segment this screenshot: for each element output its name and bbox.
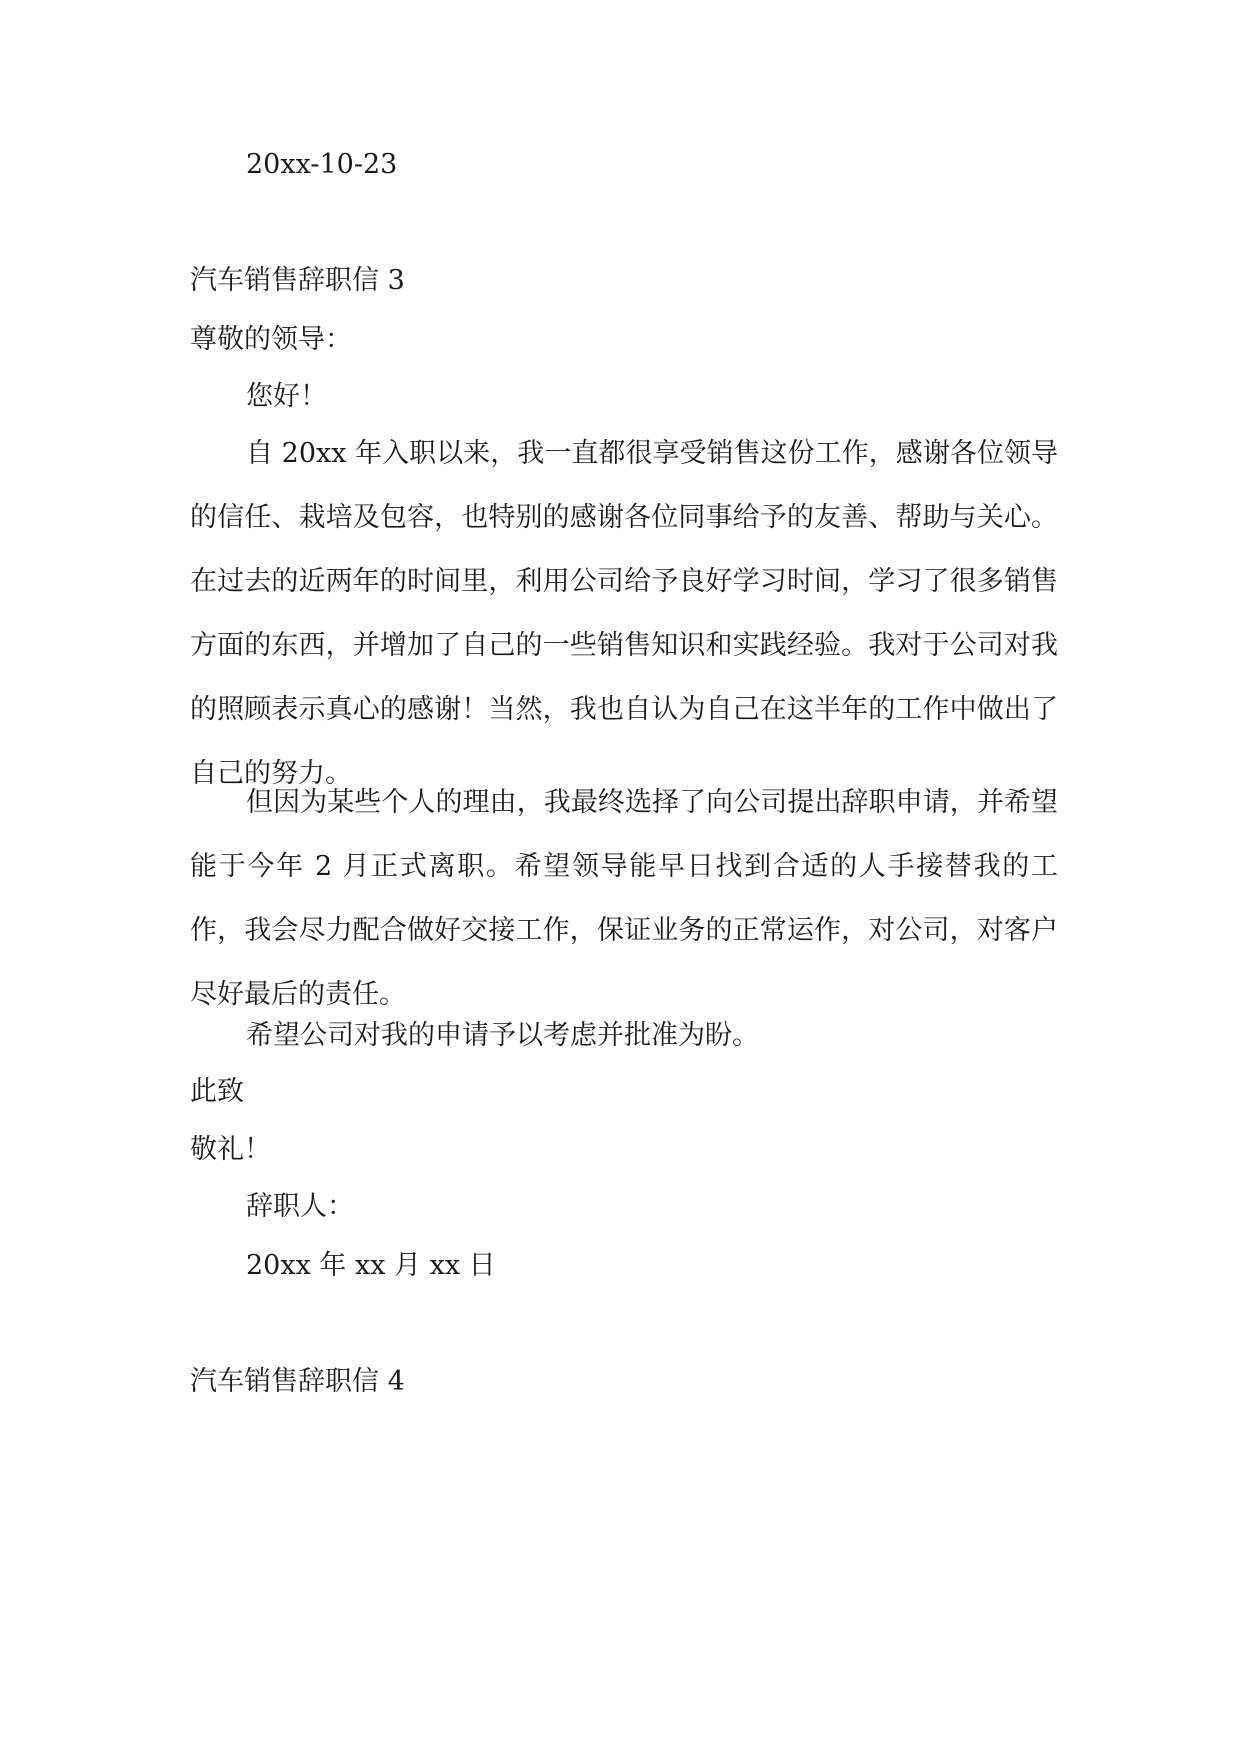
letter3-paragraph-2: 但因为某些个人的理由，我最终选择了向公司提出辞职申请，并希望能于今年 2 月正式离职。希望领导能早日找到合适的人手接替我的工作，我会尽力配合做好交接工作，保证业务的正常运作，对公司，对客户尽好最后的责任。 — [190, 787, 1058, 1010]
letter3-sign-date: 20xx 年 xx 月 xx 日 — [246, 1250, 496, 1281]
letter3-greeting: 您好！ — [246, 381, 327, 412]
letter4-title: 汽车销售辞职信 4 — [190, 1366, 405, 1397]
letter3-signer-label: 辞职人： — [246, 1191, 354, 1222]
previous-letter-date: 20xx-10-23 — [246, 149, 398, 180]
letter3-closing-2: 敬礼！ — [190, 1134, 271, 1165]
letter3-salutation: 尊敬的领导： — [190, 324, 352, 355]
letter3-paragraph-3: 希望公司对我的申请予以考虑并批准为盼。 — [246, 1020, 759, 1051]
letter3-title: 汽车销售辞职信 3 — [190, 265, 405, 296]
letter3-paragraph-1: 自 20xx 年入职以来，我一直都很享受销售这份工作，感谢各位领导的信任、栽培及包容，也特别的感谢各位同事给予的友善、帮助与关心。在过去的近两年的时间里，利用公司给予良好学习时间，学习了很多销售方面的东西，并增加了自己的一些销售知识和实践经验。我对于公司对我的照顾表示真心的感谢！当然，我也自认为自己在这半年的工作中做出了自己的努力。 — [190, 438, 1058, 789]
letter3-closing-1: 此致 — [190, 1076, 244, 1107]
